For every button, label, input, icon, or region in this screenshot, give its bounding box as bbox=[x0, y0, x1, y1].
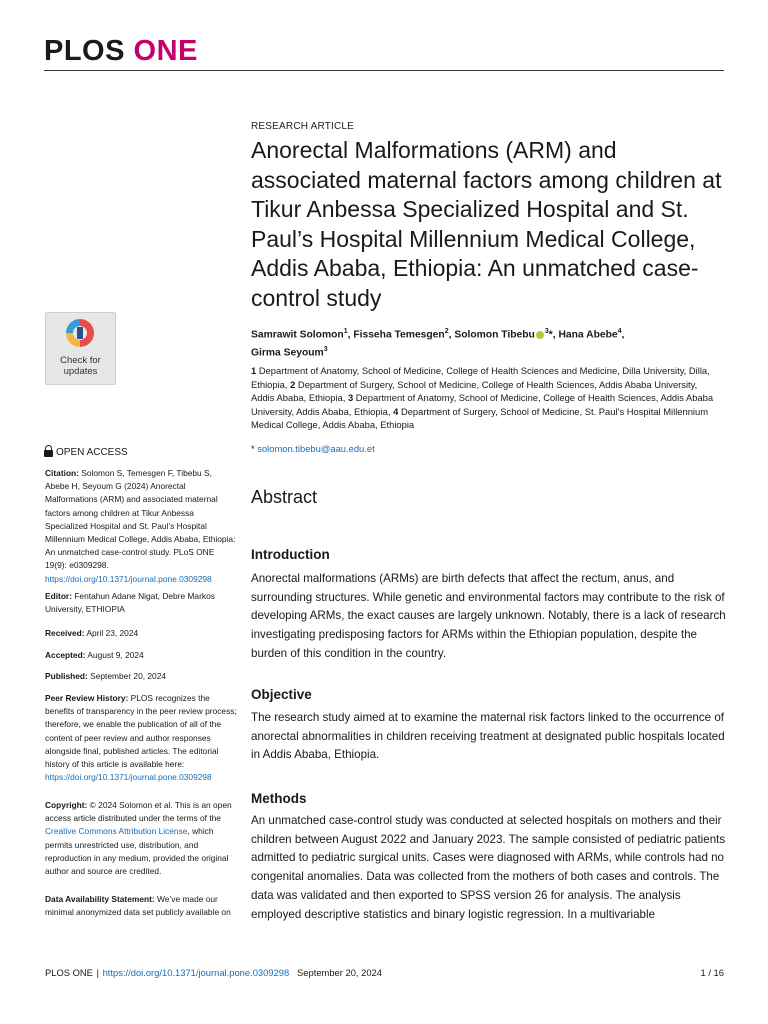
copyright-label: Copyright: bbox=[45, 800, 88, 810]
affiliation-number: 2 bbox=[290, 378, 296, 390]
author-affiliation-number: 1 bbox=[343, 328, 348, 335]
copyright-text-end: , which permits unrestricted use, distribution, and reproduction in any medium, provided the original author and source are credited. bbox=[45, 826, 229, 877]
section-heading-introduction: Introduction bbox=[251, 547, 330, 562]
section-text-introduction: Anorectal malformations (ARMs) are birth defects that affect the rectum, anus, and surrounding structures. While genetic and environmental factors may contribute to the risk of developing ARMs, the exact causes are largely unknown. Notably, there is a lack of research investigating predisposing factors for ARMs within the Ethiopian population, despite the burden of this condition in the country. bbox=[251, 572, 726, 660]
affiliation-text: Department of Surgery, School of Medicine, St. Paul’s Hospital Millennium Medical College, Addis Ababa, Ethiopia bbox=[251, 405, 709, 431]
citation-text: Solomon S, Temesgen F, Tibebu S, Abebe H, Seyoum G (2024) Anorectal Malformations (ARM) and associated maternal factors among children at Tikur Anbessa Specialized Hospital and St. Paul’s Hospital Millennium Medical College, Addis Ababa, Ethiopia: An unmatched case-control study. PLoS ONE 19(9): e0309298. bbox=[45, 468, 236, 571]
abstract-heading: Abstract bbox=[251, 487, 318, 507]
accepted-label: Accepted: bbox=[45, 650, 86, 660]
citation-doi-link[interactable]: https://doi.org/10.1371/journal.pone.0309298 bbox=[45, 573, 212, 584]
corresponding-mark: * bbox=[251, 443, 255, 454]
footer-separator: | bbox=[96, 967, 99, 978]
received-label: Received: bbox=[45, 628, 85, 638]
published-date bbox=[45, 670, 238, 683]
received-value: April 23, 2024 bbox=[86, 628, 139, 638]
section-heading-objective: Objective bbox=[251, 687, 312, 702]
logo-text-one: ONE bbox=[133, 35, 198, 67]
crossmark-label: Check for updates bbox=[60, 355, 101, 377]
editor-text: Fentahun Adane Nigat, Debre Markos University, ETHIOPIA bbox=[45, 591, 215, 615]
article-title: Anorectal Malformations (ARM) and associated maternal factors among children at Tikur Anbessa Specialized Hospital and St. Paul’s Hospital Millennium Medical College, Addis Ababa, Ethiopia: An unmatched case-control study bbox=[251, 137, 722, 311]
header-divider bbox=[44, 70, 724, 71]
peer-review-block bbox=[45, 692, 238, 784]
footer-doi-link[interactable]: https://doi.org/10.1371/journal.pone.0309298 bbox=[102, 967, 290, 978]
section-text-objective: The research study aimed at to examine the maternal risk factors linked to the occurrence of anorectal abnormalities in children receiving treatment at designated public hospitals located in Addis Ababa, Ethiopia. bbox=[251, 711, 725, 762]
author-name[interactable]: Hana Abebe bbox=[558, 329, 618, 341]
author-affiliation-number: 3 bbox=[323, 345, 328, 353]
footer-date: September 20, 2024 bbox=[297, 967, 382, 978]
page-footer bbox=[45, 967, 382, 978]
author-name[interactable]: Fisseha Temesgen bbox=[353, 329, 445, 341]
citation-label: Citation: bbox=[45, 468, 79, 478]
email-link[interactable]: solomon.tibebu@aau.edu.et bbox=[257, 443, 375, 454]
crossmark-icon bbox=[66, 319, 94, 347]
logo-text-plos: PLOS bbox=[44, 35, 125, 67]
copyright-text: © 2024 Solomon et al. This is an open access article distributed under the terms of the bbox=[45, 800, 232, 824]
author-name[interactable]: Solomon Tibebu bbox=[454, 329, 535, 341]
corresponding-author-mark: * bbox=[548, 329, 553, 341]
open-access-label: OPEN ACCESS bbox=[56, 447, 128, 458]
page-number: 1 / 16 bbox=[700, 967, 724, 978]
affiliation-number: 3 bbox=[347, 392, 354, 404]
section-heading-methods: Methods bbox=[251, 791, 307, 806]
data-availability-text: We’ve made our minimal anonymized data set publicly available on bbox=[45, 894, 231, 918]
copyright-block bbox=[45, 799, 238, 878]
citation-block bbox=[45, 467, 238, 586]
article-type: RESEARCH ARTICLE bbox=[251, 121, 355, 132]
affiliation-number: 1 bbox=[251, 365, 257, 376]
section-text-methods: An unmatched case-control study was conducted at selected hospitals on mothers and their children between August 2022 and January 2023. The sample consisted of pediatric patients admitted to pediatric surgical units. Cases were diagnosed with ARMs, while controls had no congenital anomalies. Data was collected from the mothers of both cases and controls. The data was validated and then exported to SPSS version 26 for analysis. The analysis employed descriptive statistics and binary logistic regression. In a multivariable bbox=[251, 814, 726, 921]
data-availability-label: Data Availability Statement: bbox=[45, 894, 155, 904]
peer-review-text: PLOS recognizes the benefits of transparency in the peer review process; therefore, we enable the publication of all of the content of peer review and author responses alongside final, published articles. The editorial history of this article is available here: bbox=[45, 693, 237, 770]
peer-review-link[interactable]: https://doi.org/10.1371/journal.pone.0309298 bbox=[45, 772, 212, 783]
journal-logo[interactable] bbox=[44, 35, 198, 68]
author-affiliation-number: 2 bbox=[444, 328, 449, 335]
author-name[interactable]: Girma Seyoum bbox=[251, 347, 324, 359]
received-date bbox=[45, 627, 238, 640]
footer-journal: PLOS ONE bbox=[45, 967, 93, 978]
corresponding-email bbox=[251, 443, 375, 454]
published-label: Published: bbox=[45, 671, 88, 681]
author-affiliation-number: 4 bbox=[617, 328, 622, 335]
affiliation-text: Department of Surgery, School of Medicine, College of Health Sciences, Addis Ababa University, Addis Ababa, Ethiopia, bbox=[251, 378, 698, 404]
data-availability-block bbox=[45, 893, 238, 919]
author-affiliation-number: 3 bbox=[544, 328, 549, 335]
license-link[interactable]: Creative Commons Attribution License bbox=[45, 826, 188, 837]
published-value: September 20, 2024 bbox=[90, 671, 167, 681]
check-for-updates-button[interactable] bbox=[45, 312, 116, 385]
affiliation-text: Department of Anatomy, School of Medicine, College of Health Sciences and Medicine, Dilla University, Dilla, Ethiopia, bbox=[251, 365, 710, 390]
orcid-icon[interactable] bbox=[536, 331, 544, 339]
author-list: Samrawit Solomon$^1$, Fisseha Temesgen$^2$, Solomon Tibebu $^3$*, Hana Abebe$^4$, Girma Seyoum$^3$ bbox=[251, 328, 625, 359]
affiliations bbox=[251, 364, 721, 432]
open-lock-icon bbox=[44, 445, 53, 457]
editor-label: Editor: bbox=[45, 591, 72, 601]
affiliation-text: Department of Anatomy, School of Medicine, College of Health Sciences, Addis Ababa University, Addis Ababa, Ethiopia, bbox=[251, 392, 714, 417]
affiliation-number: 4 bbox=[393, 405, 399, 417]
editor-block bbox=[45, 590, 238, 616]
open-access-badge bbox=[44, 445, 128, 458]
peer-review-label: Peer Review History: bbox=[45, 693, 129, 703]
accepted-value: August 9, 2024 bbox=[87, 650, 144, 660]
author-name[interactable]: Samrawit Solomon bbox=[251, 329, 344, 341]
accepted-date bbox=[45, 649, 238, 662]
